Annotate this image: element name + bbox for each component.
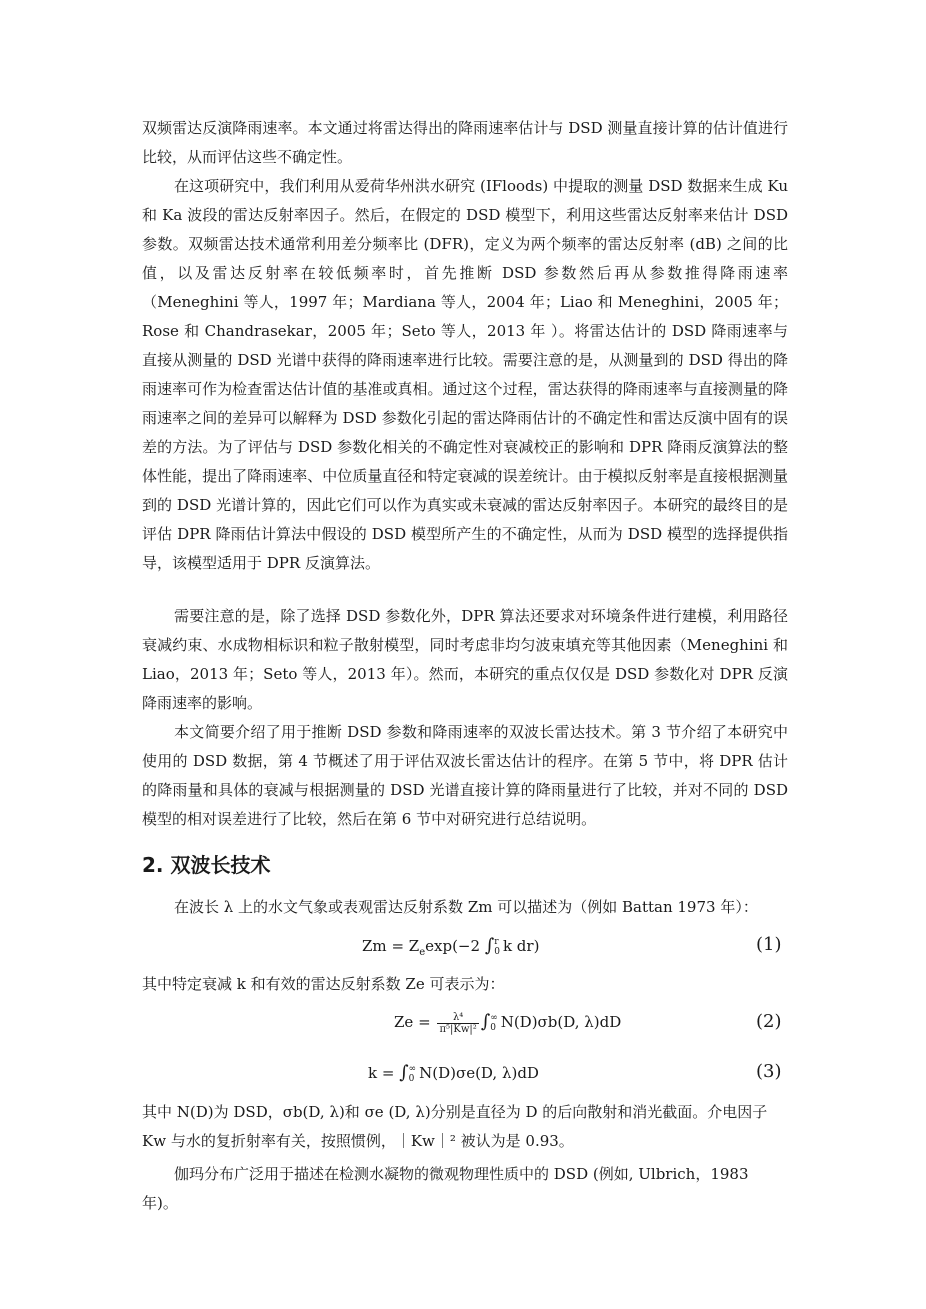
integral-sign: ∫ [399,1062,409,1083]
eq1-lower-limit: 0 [494,947,500,957]
dielectric-line: Kw 与水的复折射率有关，按照惯例，｜Kw｜² 被认为是 0.93。 [142,1132,574,1150]
eq2-lhs: Ze [394,1013,414,1031]
eq2-integrand: N(D)σb(D, λ)dD [500,1013,622,1031]
paragraph-text: 双频雷达反演降雨速率。本文通过将雷达得出的降雨速率估计与 DSD 测量直接计算的估计值进行比较，从而评估这些不确定性。 [142,119,788,166]
equation-3-number: (3) [756,1061,782,1082]
eq3-upper-limit: ∞ [408,1064,417,1074]
eq2-limits [490,1013,498,1033]
eq3-lower-limit: 0 [408,1074,415,1084]
paragraph-text: 需要注意的是，除了选择 DSD 参数化外，DPR 算法还要求对环境条件进行建模，利用路径衰减约束、水成物相标识和粒子散射模型，同时考虑非均匀波束填充等其他因素（Meneghini 和 Liao，2013 年；Seto 等人，2013 年）。然而，本研究的重点仅仅是 DSD 参数化对 DPR 反演降雨速率的影响。 [142,607,788,712]
eq2-equals: = [418,1013,431,1031]
eq1-integrand: k dr) [502,937,540,955]
eq2-denominator: π⁵|Kw|² [439,1023,477,1035]
integral-sign: ∫ [484,935,495,956]
cross-section-line: 其中 N(D)为 DSD，σb(D, λ)和 σe (D, λ)分别是直径为 D 的后向散射和消光截面。介电因子 [142,1103,768,1121]
equation-3 [368,1061,539,1085]
paragraph-text: 本文简要介绍了用于推断 DSD 参数和降雨速率的双波长雷达技术。第 3 节介绍了本研究中使用的 DSD 数据，第 4 节概述了用于评估双波长雷达估计的程序。在第 5 节中，将 DPR 估计的降雨量和具体的衰减与根据测量的 DSD 光谱直接计算的降雨量进行了比较，并对不同的 DSD 模型的相对误差进行了比较，然后在第 6 节中对研究进行总结说明。 [142,723,788,828]
paragraph-study-overview [142,172,788,578]
equation-2 [394,1010,621,1035]
eq2-fraction [437,1012,478,1035]
paragraph-text: 在这项研究中，我们利用从爱荷华州洪水研究 (IFloods) 中提取的测量 DSD 数据来生成 Ku 和 Ka 波段的雷达反射率因子。然后，在假定的 DSD 模型下，利用这些雷达反射率来估计 DSD 参数。双频雷达技术通常利用差分频率比 (DFR)，定义为两个频率的雷达反射率 (dB) 之间的比值，以及雷达反射率在较低频率时，首先推断 DSD 参数然后再从参数推得降雨速率（Meneghini 等人，1997 年；Mardiana 等人，2004 年；Liao 和 Meneghini，2005 年；Rose 和 Chandrasekar，2005 年；Seto 等人，2013 年 ）。将雷达估计的 DSD 降雨速率与直接从测量的 DSD 光谱中获得的降雨速率进行比较。需要注意的是，从测量到的 DSD 得出的降雨速率可作为检查雷达估计值的基准或真相。通过这个过程，雷达获得的降雨速率与直接测量的降雨速率之间的差异可以解释为 DSD 参数化引起的雷达降雨估计的不确定性和雷达反演中固有的误差的方法。为了评估与 DSD 参数化相关的不确定性对衰减校正的影响和 DPR 降雨反演算法的整体性能，提出了降雨速率、中位质量直径和特定衰减的误差统计。由于模拟反射率是直接根据测量到的 DSD 光谱计算的，因此它们可以作为真实或未衰减的雷达反射率因子。本研究的最终目的是评估 DPR 降雨估计算法中假设的 DSD 模型所产生的不确定性，从而为 DSD 模型的选择提供指导，该模型适用于 DPR 反演算法。 [142,177,788,572]
equation-1-number: (1) [756,934,782,955]
section-heading: 2. 双波长技术 [142,853,271,877]
eq2-numerator: λ⁴ [437,1012,478,1024]
equation-1 [362,934,539,965]
paragraph-outline [142,718,788,834]
paragraph-continuation [142,114,788,172]
equation-intro-line: 在波长 λ 上的水文气象或表观雷达反射系数 Zm 可以描述为（例如 Battan 1973 年）： [174,898,758,916]
eq1-rhs-prefix: = $Z_e\exp(-2$ [391,937,481,958]
integral-sign: ∫ [480,1011,491,1032]
eq3-integrand: N(D)σe(D, λ)dD [419,1064,539,1082]
eq3-limits [409,1064,417,1084]
paragraph-dpr-note [142,602,788,718]
equation-followup-line: 其中特定衰减 k 和有效的雷达反射系数 Ze 可表示为： [142,975,505,993]
eq2-lower-limit: 0 [490,1023,496,1033]
eq1-upper-limit: r [494,937,499,947]
equation-2-number: (2) [756,1011,782,1032]
eq2-upper-limit: ∞ [490,1013,498,1023]
eq3-lhs: k [368,1064,378,1082]
eq1-limits [494,937,500,957]
gamma-distribution-line: 伽玛分布广泛用于描述在检测水凝物的微观物理性质中的 DSD (例如, Ulbrich，1983 年)。 [142,1165,749,1212]
eq3-equals: = [381,1064,400,1082]
eq1-lhs: Zm [362,937,387,955]
